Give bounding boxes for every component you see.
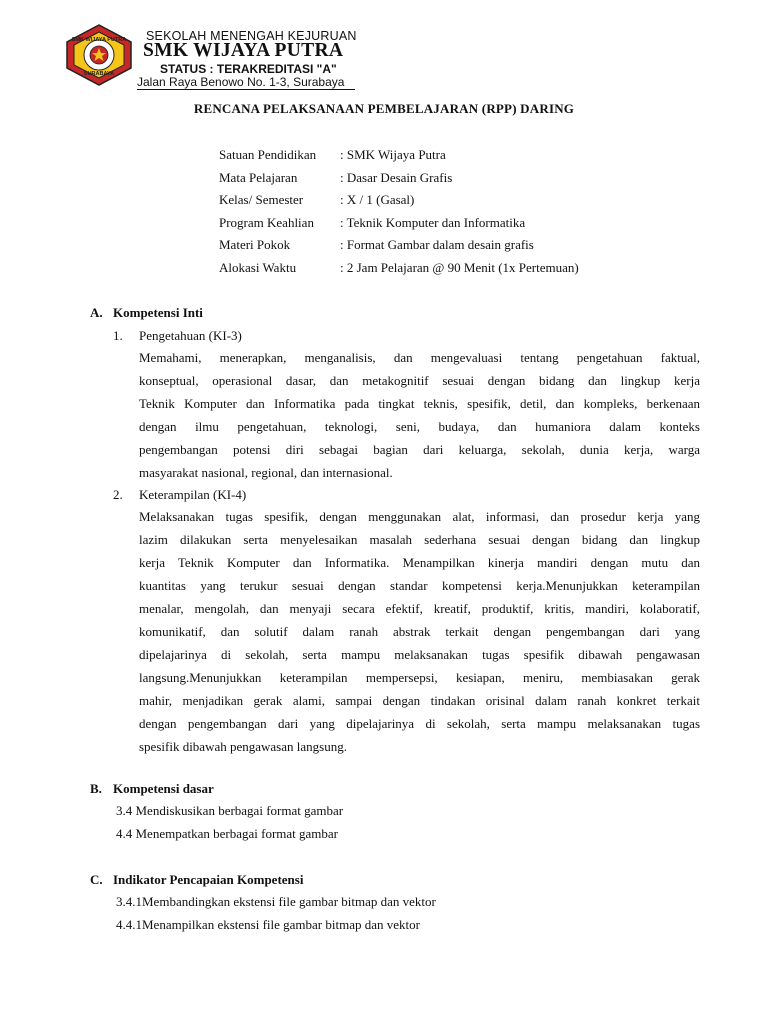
paragraph-line: dipelajarinya di sekolah, serta mampu melaksanakan tugas spesifik dibawah pengawasan (139, 647, 700, 662)
paragraph-line: pengembangan potensi diri sebagai bagian dari keluarga, sekolah, dunia kerja, warga (139, 442, 700, 457)
svg-text:SURABAYA: SURABAYA (83, 71, 115, 77)
kd-item: 4.4 Menempatkan berbagai format gambar (116, 826, 338, 841)
paragraph-line: Teknik Komputer dan Informatika pada tingkat teknis, spesifik, detil, dan kompleks, berkenaan (139, 396, 700, 411)
section-title: Kompetensi dasar (113, 781, 214, 796)
meta-label: Mata Pelajaran (219, 170, 298, 185)
section-letter: A. (90, 305, 103, 320)
ki3-paragraph (139, 346, 700, 484)
ki3-heading (113, 328, 242, 344)
paragraph-line: spesifik dibawah pengawasan langsung. (139, 739, 347, 754)
meta-value: : X / 1 (Gasal) (340, 192, 415, 207)
school-name: SMK WIJAYA PUTRA (143, 40, 344, 61)
item-number: 2. (113, 487, 123, 502)
indicator-item: 4.4.1Menampilkan ekstensi file gambar bitmap dan vektor (116, 917, 420, 932)
meta-value: : Format Gambar dalam desain grafis (340, 237, 534, 252)
section-title: Indikator Pencapaian Kompetensi (113, 872, 304, 887)
school-type: SEKOLAH MENENGAH KEJURUAN (146, 29, 357, 43)
paragraph-line: kerja Teknik Komputer dan Informatika. Menampilkan kinerja mandiri dengan mutu dan (139, 555, 700, 570)
meta-label: Materi Pokok (219, 237, 291, 252)
meta-value: : Teknik Komputer dan Informatika (340, 215, 526, 230)
paragraph-line: dengan pengembangan dari yang dipelajarinya di sekolah, serta mampu melaksanakan tugas (139, 716, 700, 731)
item-title: Keterampilan (KI-4) (139, 487, 247, 502)
section-a-heading (90, 305, 203, 321)
paragraph-line: kuantitas yang terukur sesuai dengan standar kompetensi kerja.Menunjukkan keterampilan (139, 578, 700, 593)
meta-value: : 2 Jam Pelajaran @ 90 Menit (1x Pertemuan) (340, 260, 579, 275)
indicator-item: 3.4.1Membandingkan ekstensi file gambar bitmap dan vektor (116, 894, 436, 909)
meta-label: Kelas/ Semester (219, 192, 304, 207)
section-c-heading (90, 872, 303, 888)
address-underline (137, 89, 355, 90)
kd-item: 3.4 Mendiskusikan berbagai format gambar (116, 803, 344, 818)
paragraph-line: masyarakat nasional, regional, dan internasional. (139, 465, 393, 480)
paragraph-line: dengan ilmu pengetahuan, teknologi, seni, budaya, dan humaniora dalam konteks (139, 419, 700, 434)
paragraph-line: lazim dilakukan serta menyelesaikan masalah sederhana sesuai dengan bidang dan lingkup (139, 532, 700, 547)
ki4-paragraph (139, 505, 700, 758)
paragraph-line: komunikatif, dan solutif dalam ranah abstrak terkait dengan pengembangan dari yang (139, 624, 700, 639)
meta-value: : SMK Wijaya Putra (340, 147, 446, 162)
item-title: Pengetahuan (KI-3) (139, 328, 242, 343)
section-letter: C. (90, 872, 103, 887)
section-letter: B. (90, 781, 102, 796)
meta-label: Satuan Pendidikan (219, 147, 317, 162)
section-title: Kompetensi Inti (113, 305, 203, 320)
paragraph-line: Melaksanakan tugas spesifik, dengan menggunakan alat, informasi, dan prosedur kerja yang (139, 509, 700, 524)
paragraph-line: langsung.Menunjukkan keterampilan mempersepsi, kesiapan, meniru, membiasakan gerak (139, 670, 700, 685)
meta-label: Program Keahlian (219, 215, 314, 230)
document-title: RENCANA PELAKSANAAN PEMBELAJARAN (RPP) DARING (193, 101, 575, 116)
item-number: 1. (113, 328, 123, 343)
meta-value: : Dasar Desain Grafis (340, 170, 453, 185)
paragraph-line: konseptual, operasional dasar, dan metakognitif sesuai dengan bidang dan lingkup kerja (139, 373, 700, 388)
svg-text:SMK WIJAYA PUTRA: SMK WIJAYA PUTRA (71, 37, 127, 43)
section-b-heading (90, 781, 214, 797)
ki4-heading (113, 487, 246, 503)
school-logo (65, 24, 133, 86)
paragraph-line: menalar, mengolah, dan menyaji secara efektif, kreatif, produktif, kritis, mandiri, kolaboratif, (139, 601, 700, 616)
paragraph-line: mahir, menjadikan gerak alami, sampai dengan tindakan orisinal dalam ranah konkret terkait (139, 693, 700, 708)
paragraph-line: Memahami, menerapkan, menganalisis, dan mengevaluasi tentang pengetahuan faktual, (139, 350, 700, 365)
meta-label: Alokasi Waktu (219, 260, 297, 275)
accreditation-status: STATUS : TERAKREDITASI "A" (160, 62, 337, 76)
school-address: Jalan Raya Benowo No. 1-3, Surabaya (137, 75, 345, 89)
